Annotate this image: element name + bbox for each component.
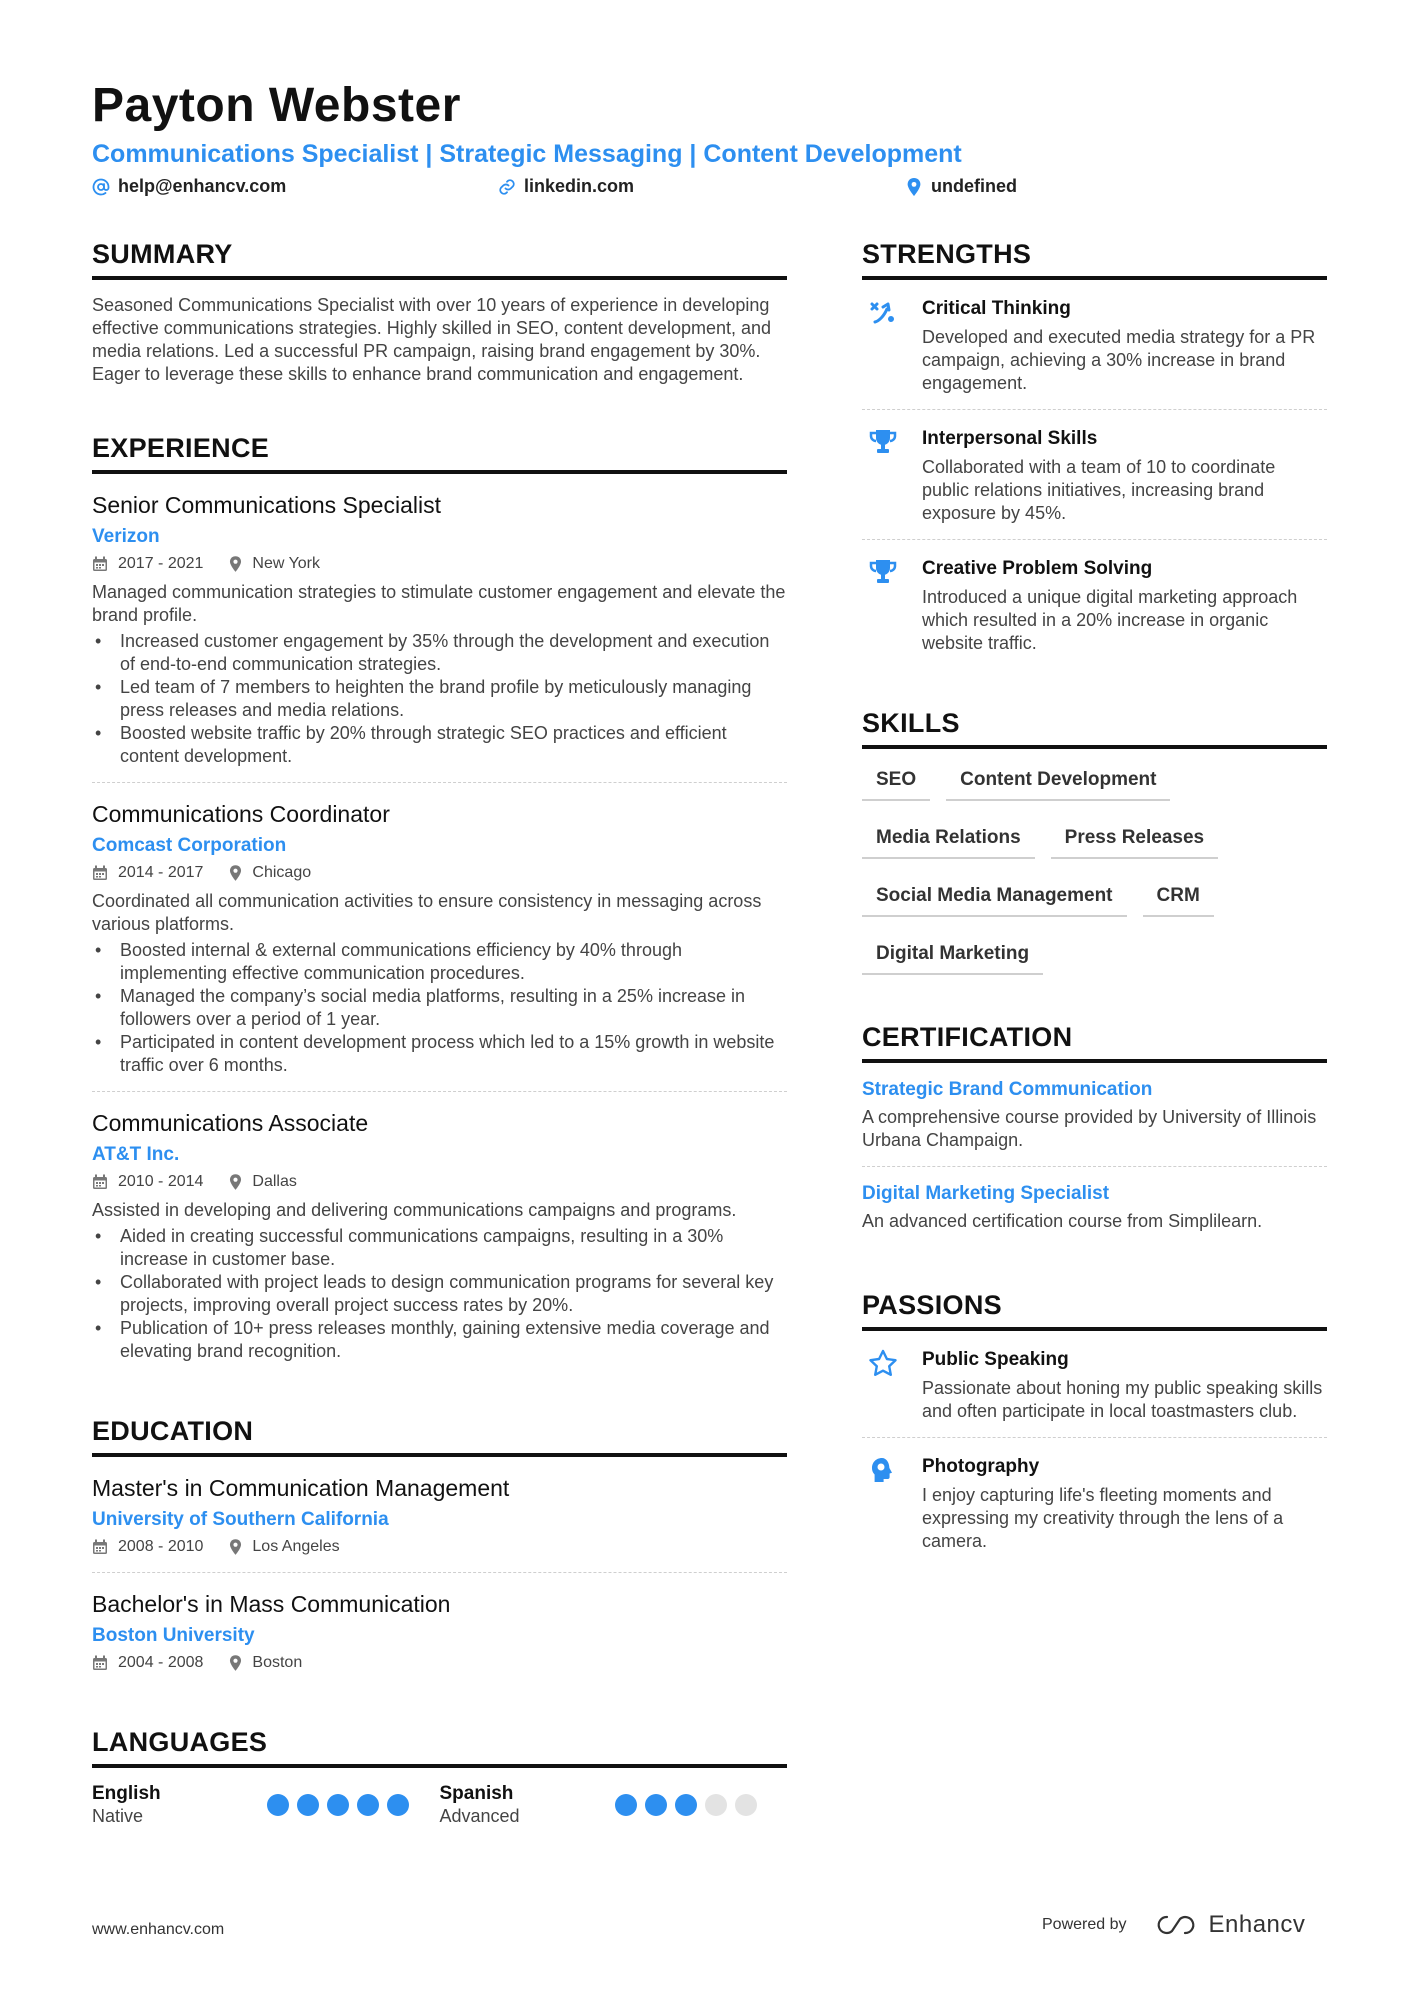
contact-linkedin[interactable] [498, 176, 634, 197]
job-meta [92, 1171, 787, 1193]
degree-title: Master's in Communication Management [92, 1475, 510, 1501]
map-pin-icon [229, 1539, 242, 1555]
achievement-item: • Managed the company’s social media platforms, resulting in a 25% increase in followers over a period of 1 year. [92, 985, 787, 1031]
job-dates [92, 553, 203, 575]
education-dates [92, 1652, 203, 1674]
summary-section [92, 236, 787, 386]
strength-icon-wrap [862, 556, 922, 655]
education-dates-text: 2008 - 2010 [118, 1538, 204, 1555]
languages-section [92, 1724, 787, 1827]
rating-dot-filled [387, 1794, 409, 1816]
strengths-heading: STRENGTHS [862, 236, 1327, 280]
job-description: Assisted in developing and delivering communications campaigns and programs. [92, 1200, 737, 1220]
job-dates-text: 2017 - 2021 [118, 555, 204, 572]
company-name: Comcast Corporation [92, 835, 287, 856]
education-section [92, 1413, 787, 1688]
passion-body [922, 1454, 1327, 1553]
trophy-icon [868, 428, 898, 456]
contact-location [905, 176, 1017, 197]
summary-heading: SUMMARY [92, 236, 787, 280]
job-achievements [92, 630, 787, 768]
passions-heading: PASSIONS [862, 1287, 1327, 1331]
language-name: English [92, 1783, 161, 1804]
map-pin-icon [229, 1174, 242, 1190]
languages-heading: LANGUAGES [92, 1724, 787, 1768]
job-dates [92, 1171, 203, 1193]
skill-tag: CRM [1143, 879, 1214, 917]
trophy-icon [868, 558, 898, 586]
strength-body [922, 426, 1327, 525]
contact-email[interactable] [92, 176, 286, 197]
certification-item [862, 1063, 1327, 1167]
summary-text: Seasoned Communications Specialist with over 10 years of experience in developing effective communications strategies. Highly skilled in SEO, content development, and media relations. Led a successful PR campaign, raising brand engagement by 30%. Eager to leverage these skills to enhance brand communication and engagement. [92, 295, 772, 384]
passion-title: Photography [922, 1456, 1040, 1477]
map-pin-icon [905, 178, 923, 196]
education-meta [92, 1652, 787, 1674]
certification-description: An advanced certification course from Simplilearn. [862, 1211, 1263, 1231]
map-pin-icon [229, 1655, 242, 1671]
map-pin-icon [229, 556, 242, 572]
strength-body [922, 296, 1327, 395]
strength-title: Creative Problem Solving [922, 558, 1153, 579]
achievement-item: • Collaborated with project leads to design communication programs for several key projects, improving overall project success rates by 20%. [92, 1271, 787, 1317]
job-location [229, 553, 320, 575]
language-text [92, 1782, 267, 1827]
passion-icon-wrap [862, 1347, 922, 1423]
skill-tag: Social Media Management [862, 879, 1127, 917]
job-description: Managed communication strategies to stimulate customer engagement and elevate the brand profile. [92, 582, 786, 625]
education-location [229, 1652, 302, 1674]
passion-body [922, 1347, 1327, 1423]
strength-body [922, 556, 1327, 655]
company-name: Verizon [92, 526, 160, 547]
certification-heading: CERTIFICATION [862, 1019, 1327, 1063]
strategy-icon [868, 298, 898, 326]
job-meta [92, 862, 787, 884]
job-dates-text: 2010 - 2014 [118, 1173, 204, 1190]
job-achievements [92, 1225, 787, 1363]
degree-title: Bachelor's in Mass Communication [92, 1591, 451, 1617]
rating-dot-filled [675, 1794, 697, 1816]
certification-title: Strategic Brand Communication [862, 1079, 1153, 1100]
job-achievements [92, 939, 787, 1077]
experience-heading: EXPERIENCE [92, 430, 787, 474]
achievement-item: • Aided in creating successful communications campaigns, resulting in a 30% increase in customer base. [92, 1225, 787, 1271]
language-item [92, 1782, 440, 1827]
strengths-section [862, 236, 1327, 669]
job-meta [92, 553, 787, 575]
head-icon [868, 1456, 898, 1486]
calendar-icon [92, 556, 108, 572]
brand-name: Enhancv [1208, 1911, 1306, 1938]
certification-item [862, 1167, 1327, 1247]
contact-email-text: help@enhancv.com [118, 176, 287, 196]
calendar-icon [92, 1174, 108, 1190]
footer-website[interactable]: www.enhancv.com [92, 1921, 225, 1938]
strength-description: Introduced a unique digital marketing approach which resulted in a 20% increase in organic website traffic. [922, 587, 1298, 653]
certification-title: Digital Marketing Specialist [862, 1183, 1110, 1204]
experience-entry [92, 1092, 787, 1377]
certification-section [862, 1019, 1327, 1247]
education-dates [92, 1536, 203, 1558]
candidate-headline: Communications Specialist | Strategic Messaging | Content Development [92, 140, 962, 168]
education-location-text: Los Angeles [252, 1538, 340, 1555]
left-column [92, 236, 787, 1871]
job-description: Coordinated all communication activities to ensure consistency in messaging across various platforms. [92, 891, 762, 934]
job-location [229, 1171, 296, 1193]
job-location-text: Dallas [252, 1173, 297, 1190]
language-rating [615, 1794, 757, 1816]
calendar-icon [92, 1539, 108, 1555]
language-rating [267, 1794, 409, 1816]
job-location [229, 862, 311, 884]
rating-dot-filled [267, 1794, 289, 1816]
experience-entry [92, 783, 787, 1092]
contact-linkedin-text: linkedin.com [524, 176, 635, 196]
candidate-name: Payton Webster [92, 79, 461, 132]
language-item [440, 1782, 788, 1827]
job-location-text: New York [252, 555, 320, 572]
resume-header [92, 78, 1322, 202]
star-icon [868, 1349, 898, 1377]
strength-icon-wrap [862, 426, 922, 525]
rating-dot-filled [297, 1794, 319, 1816]
experience-entry [92, 474, 787, 783]
achievement-item: • Increased customer engagement by 35% through the development and execution of end-to-end communication strategies. [92, 630, 787, 676]
school-name: Boston University [92, 1625, 255, 1646]
skill-tag: Content Development [946, 763, 1170, 801]
contact-location-text: undefined [931, 176, 1017, 196]
rating-dot-filled [327, 1794, 349, 1816]
school-name: University of Southern California [92, 1509, 389, 1530]
job-title: Senior Communications Specialist [92, 492, 441, 518]
strength-item [862, 410, 1327, 540]
skill-tag: Digital Marketing [862, 937, 1043, 975]
passion-description: I enjoy capturing life's fleeting moments and expressing my creativity through the lens of a camera. [922, 1485, 1284, 1551]
job-title: Communications Coordinator [92, 801, 390, 827]
education-entry [92, 1573, 787, 1688]
skill-tag: Media Relations [862, 821, 1035, 859]
strength-icon-wrap [862, 296, 922, 395]
strength-title: Critical Thinking [922, 298, 1071, 319]
calendar-icon [92, 865, 108, 881]
passion-item [862, 1438, 1327, 1567]
passion-title: Public Speaking [922, 1349, 1069, 1370]
education-location [229, 1536, 339, 1558]
strength-title: Interpersonal Skills [922, 428, 1098, 449]
rating-dot-filled [645, 1794, 667, 1816]
achievement-item: • Participated in content development process which led to a 15% growth in website traffic over 6 months. [92, 1031, 787, 1077]
achievement-item: • Boosted website traffic by 20% through strategic SEO practices and efficient content development. [92, 722, 787, 768]
language-level: Advanced [439, 1806, 520, 1826]
enhancv-logo-icon [1153, 1913, 1199, 1937]
language-level: Native [92, 1806, 144, 1826]
education-heading: EDUCATION [92, 1413, 787, 1457]
calendar-icon [92, 1655, 108, 1671]
rating-dot-empty [735, 1794, 757, 1816]
strength-item [862, 280, 1327, 410]
job-dates-text: 2014 - 2017 [118, 864, 204, 881]
education-meta [92, 1536, 787, 1558]
map-pin-icon [229, 865, 242, 881]
education-location-text: Boston [252, 1654, 303, 1671]
experience-section [92, 430, 787, 1377]
company-name: AT&T Inc. [92, 1144, 180, 1165]
achievement-item: • Led team of 7 members to heighten the brand profile by meticulously managing press releases and media relations. [92, 676, 787, 722]
passions-section [862, 1287, 1327, 1567]
job-location-text: Chicago [252, 864, 312, 881]
language-text [440, 1782, 615, 1827]
passion-description: Passionate about honing my public speaking skills and often participate in local toastmasters club. [922, 1378, 1323, 1421]
powered-by-label: Powered by [1042, 1916, 1127, 1933]
strength-item [862, 540, 1327, 669]
passion-item [862, 1331, 1327, 1438]
strength-description: Collaborated with a team of 10 to coordinate public relations initiatives, increasing brand exposure by 45%. [922, 457, 1276, 523]
skill-list [862, 763, 1327, 975]
skills-section [862, 705, 1327, 975]
footer-branding [1042, 1911, 1305, 1939]
rating-dot-empty [705, 1794, 727, 1816]
at-icon [92, 178, 110, 196]
certification-description: A comprehensive course provided by University of Illinois Urbana Champaign. [862, 1107, 1317, 1150]
achievement-item: • Publication of 10+ press releases monthly, gaining extensive media coverage and elevating brand recognition. [92, 1317, 787, 1363]
education-dates-text: 2004 - 2008 [118, 1654, 204, 1671]
strength-description: Developed and executed media strategy for a PR campaign, achieving a 30% increase in brand engagement. [922, 327, 1316, 393]
brand-logo[interactable] [1153, 1911, 1306, 1939]
achievement-item: • Boosted internal & external communications efficiency by 40% through implementing effective communication procedures. [92, 939, 787, 985]
skill-tag: Press Releases [1051, 821, 1218, 859]
skills-heading: SKILLS [862, 705, 1327, 749]
rating-dot-filled [615, 1794, 637, 1816]
skill-tag: SEO [862, 763, 930, 801]
right-column [862, 236, 1327, 1611]
rating-dot-filled [357, 1794, 379, 1816]
language-name: Spanish [439, 1783, 514, 1804]
link-icon [498, 178, 516, 196]
job-dates [92, 862, 203, 884]
contact-bar [92, 176, 1322, 202]
passion-icon-wrap [862, 1454, 922, 1553]
job-title: Communications Associate [92, 1110, 369, 1136]
education-entry [92, 1457, 787, 1573]
language-list [92, 1782, 787, 1827]
